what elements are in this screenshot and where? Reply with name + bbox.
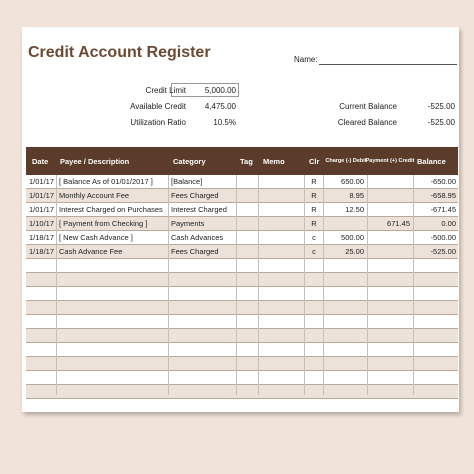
table-row[interactable]: [26, 231, 458, 245]
cell-balance[interactable]: -650.00: [430, 177, 456, 186]
cell-balance[interactable]: 0.00: [441, 219, 456, 228]
utilization-ratio-value: 10.5%: [213, 118, 236, 127]
column-divider: [56, 175, 57, 395]
name-label: Name:: [294, 55, 318, 64]
col-header-payee[interactable]: Payee / Description: [60, 156, 130, 166]
cell-tag[interactable]: [239, 245, 257, 258]
cell-payment[interactable]: [370, 245, 410, 258]
column-divider: [168, 175, 169, 395]
cell-payment[interactable]: [370, 175, 410, 188]
cell-date[interactable]: 1/18/17: [29, 247, 55, 256]
table-header: [26, 147, 458, 175]
cell-date[interactable]: 1/18/17: [29, 233, 55, 242]
cell-tag[interactable]: [239, 189, 257, 202]
cell-memo[interactable]: [261, 189, 303, 202]
cleared-balance-label: Cleared Balance: [337, 118, 397, 127]
cell-date[interactable]: 1/01/17: [29, 205, 55, 214]
column-divider: [304, 175, 305, 395]
table-row[interactable]: [26, 259, 458, 273]
column-divider: [258, 175, 259, 395]
cell-category[interactable]: Fees Charged: [171, 247, 219, 256]
cell-date[interactable]: 1/01/17: [29, 191, 55, 200]
col-header-memo[interactable]: Memo: [263, 156, 285, 166]
available-credit-value: 4,475.00: [204, 102, 236, 111]
cell-clr[interactable]: R: [311, 191, 317, 200]
cell-payee[interactable]: Interest Charged on Purchases: [59, 205, 163, 214]
cell-tag[interactable]: [239, 231, 257, 244]
table-row[interactable]: [26, 343, 458, 357]
credit-limit-label: Credit Limit: [145, 86, 186, 95]
cell-clr[interactable]: R: [311, 205, 317, 214]
cell-tag[interactable]: [239, 203, 257, 216]
col-header-clr[interactable]: Clr: [309, 156, 320, 166]
cell-category[interactable]: Fees Charged: [171, 191, 219, 200]
cell-memo[interactable]: [261, 203, 303, 216]
table-row[interactable]: [26, 175, 458, 189]
col-header-category[interactable]: Category: [173, 156, 206, 166]
cell-payment[interactable]: [370, 189, 410, 202]
cell-tag[interactable]: [239, 217, 257, 230]
cell-charge[interactable]: 8.95: [349, 191, 364, 200]
cell-clr[interactable]: c: [312, 247, 316, 256]
col-header-balance[interactable]: Balance: [417, 156, 446, 166]
table-row[interactable]: [26, 301, 458, 315]
cell-clr[interactable]: R: [311, 219, 317, 228]
cell-tag[interactable]: [239, 175, 257, 188]
cell-category[interactable]: Payments: [171, 219, 205, 228]
table-row[interactable]: [26, 371, 458, 385]
cell-payment[interactable]: [370, 231, 410, 244]
table-row[interactable]: [26, 329, 458, 343]
utilization-ratio-label: Utilization Ratio: [130, 118, 186, 127]
name-field[interactable]: [319, 64, 457, 65]
cell-category[interactable]: Interest Charged: [171, 205, 227, 214]
cell-payee[interactable]: [ New Cash Advance ]: [59, 233, 133, 242]
column-divider: [323, 175, 324, 395]
col-header-date[interactable]: Date: [32, 156, 49, 166]
cell-category[interactable]: [Balance]: [171, 177, 203, 186]
table-row[interactable]: [26, 245, 458, 259]
cell-charge[interactable]: 12.50: [345, 205, 364, 214]
cell-clr[interactable]: R: [311, 177, 317, 186]
cell-clr[interactable]: c: [312, 233, 316, 242]
table-row[interactable]: [26, 217, 458, 231]
cell-memo[interactable]: [261, 217, 303, 230]
column-divider: [236, 175, 237, 395]
col-header-payment[interactable]: Payment (+) Credit: [365, 157, 415, 164]
cell-memo[interactable]: [261, 245, 303, 258]
cell-payment[interactable]: 671.45: [387, 219, 410, 228]
col-header-tag[interactable]: Tag: [240, 156, 253, 166]
table-row[interactable]: [26, 357, 458, 371]
cell-charge[interactable]: [326, 217, 364, 230]
table-row[interactable]: [26, 273, 458, 287]
cell-payee[interactable]: [ Payment from Checking ]: [59, 219, 148, 228]
cell-charge[interactable]: 650.00: [341, 177, 364, 186]
table-row[interactable]: [26, 287, 458, 301]
cell-date[interactable]: 1/01/17: [29, 177, 55, 186]
cell-memo[interactable]: [261, 231, 303, 244]
cell-balance[interactable]: -658.95: [430, 191, 456, 200]
cell-memo[interactable]: [261, 175, 303, 188]
table-row[interactable]: [26, 385, 458, 399]
column-divider: [367, 175, 368, 395]
available-credit-label: Available Credit: [130, 102, 186, 111]
cell-payment[interactable]: [370, 203, 410, 216]
table-row[interactable]: [26, 189, 458, 203]
col-header-charge[interactable]: Charge (-) Debit: [325, 157, 367, 164]
cell-payee[interactable]: Cash Advance Fee: [59, 247, 123, 256]
cell-balance[interactable]: -500.00: [430, 233, 456, 242]
cleared-balance-value: -525.00: [427, 118, 455, 127]
cell-payee[interactable]: Monthly Account Fee: [59, 191, 130, 200]
register-sheet: [22, 27, 459, 412]
column-divider: [413, 175, 414, 395]
cell-balance[interactable]: -671.45: [430, 205, 456, 214]
cell-charge[interactable]: 25.00: [345, 247, 364, 256]
page-title: Credit Account Register: [28, 44, 211, 61]
credit-limit-value: 5,000.00: [204, 86, 236, 95]
cell-balance[interactable]: -525.00: [430, 247, 456, 256]
cell-charge[interactable]: 500.00: [341, 233, 364, 242]
table-row[interactable]: [26, 203, 458, 217]
cell-category[interactable]: Cash Advances: [171, 233, 224, 242]
current-balance-value: -525.00: [427, 102, 455, 111]
table-row[interactable]: [26, 315, 458, 329]
cell-date[interactable]: 1/10/17: [29, 219, 55, 228]
current-balance-label: Current Balance: [339, 102, 397, 111]
cell-payee[interactable]: [ Balance As of 01/01/2017 ]: [59, 177, 153, 186]
